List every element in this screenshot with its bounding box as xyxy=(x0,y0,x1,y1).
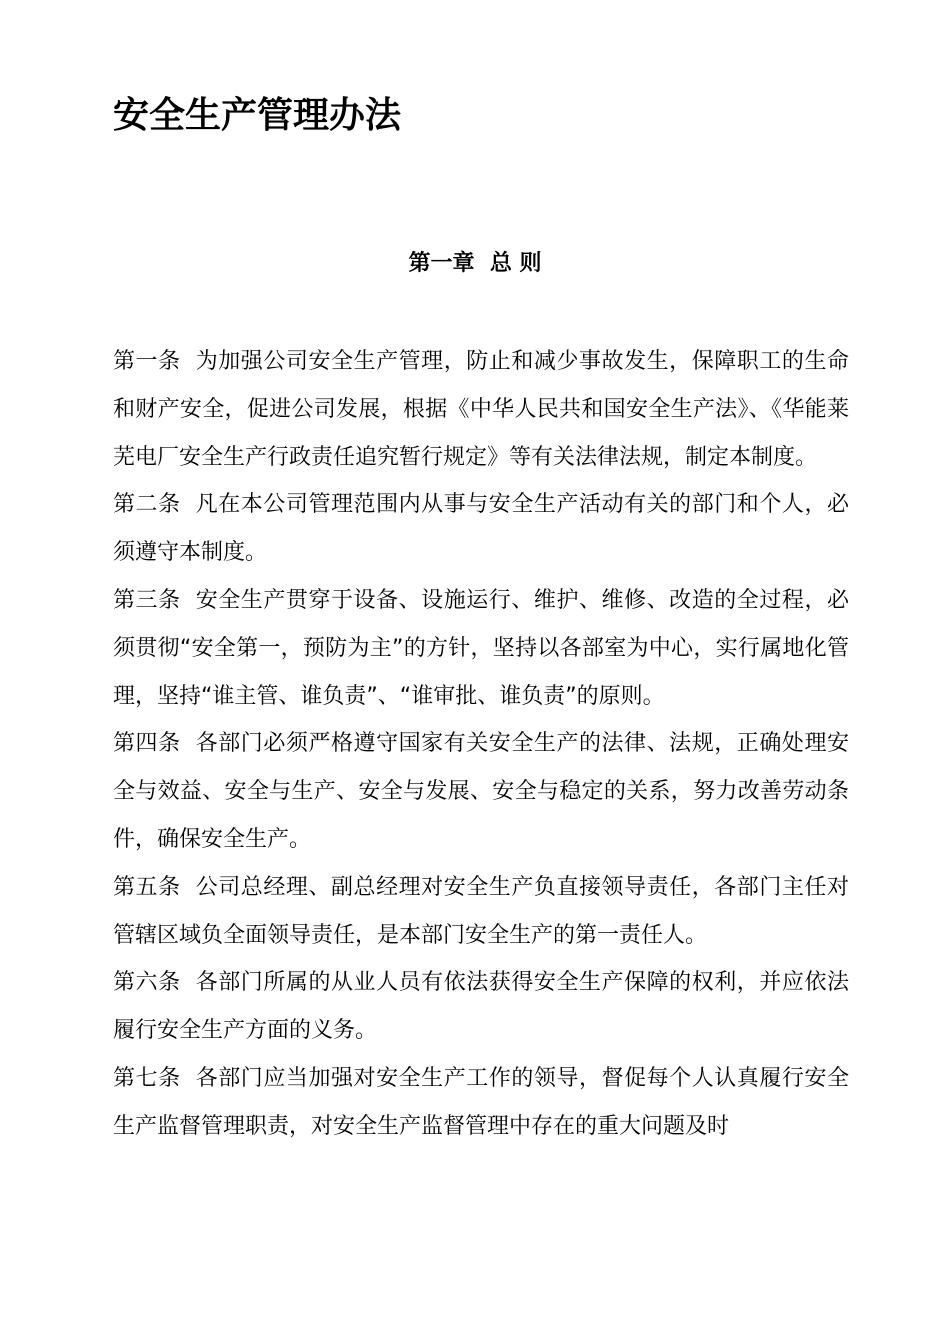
article-4: 第四条 各部门必须严格遵守国家有关安全生产的法律、法规，正确处理安全与效益、安全与生产、安全与发展、安全与稳定的关系，努力改善劳动条件，确保安全生产。 xyxy=(113,731,849,852)
article-7: 第七条 各部门应当加强对安全生产工作的领导，督促每个人认真履行安全生产监督管理职责，对安全生产监督管理中存在的重大问题及时 xyxy=(113,1065,849,1139)
article-6: 第六条 各部门所属的从业人员有依法获得安全生产保障的权利，并应依法履行安全生产方面的义务。 xyxy=(113,970,849,1044)
chapter-heading: 第一章 总 则 xyxy=(408,251,542,276)
article-3: 第三条 安全生产贯穿于设备、设施运行、维护、维修、改造的全过程，必须贯彻“安全第一，预防为主”的方针，坚持以各部室为中心，实行属地化管理，坚持“谁主管、谁负责”、“谁审批、谁负责”的原则。 xyxy=(113,587,849,709)
document-title: 安全生产管理办法 xyxy=(113,95,402,136)
document-body xyxy=(113,338,849,1151)
article-1: 第一条 为加强公司安全生产管理，防止和减少事故发生，保障职工的生命和财产安全，促进公司发展，根据《中华人民共和国安全生产法》、《华能莱芜电厂安全生产行政责任追究暂行规定》等有关法律法规，制定本制度。 xyxy=(113,349,849,470)
article-2: 第二条 凡在本公司管理范围内从事与安全生产活动有关的部门和个人，必须遵守本制度。 xyxy=(113,492,849,566)
article-5: 第五条 公司总经理、副总经理对安全生产负直接领导责任，各部门主任对管辖区域负全面领导责任，是本部门安全生产的第一责任人。 xyxy=(113,874,849,948)
